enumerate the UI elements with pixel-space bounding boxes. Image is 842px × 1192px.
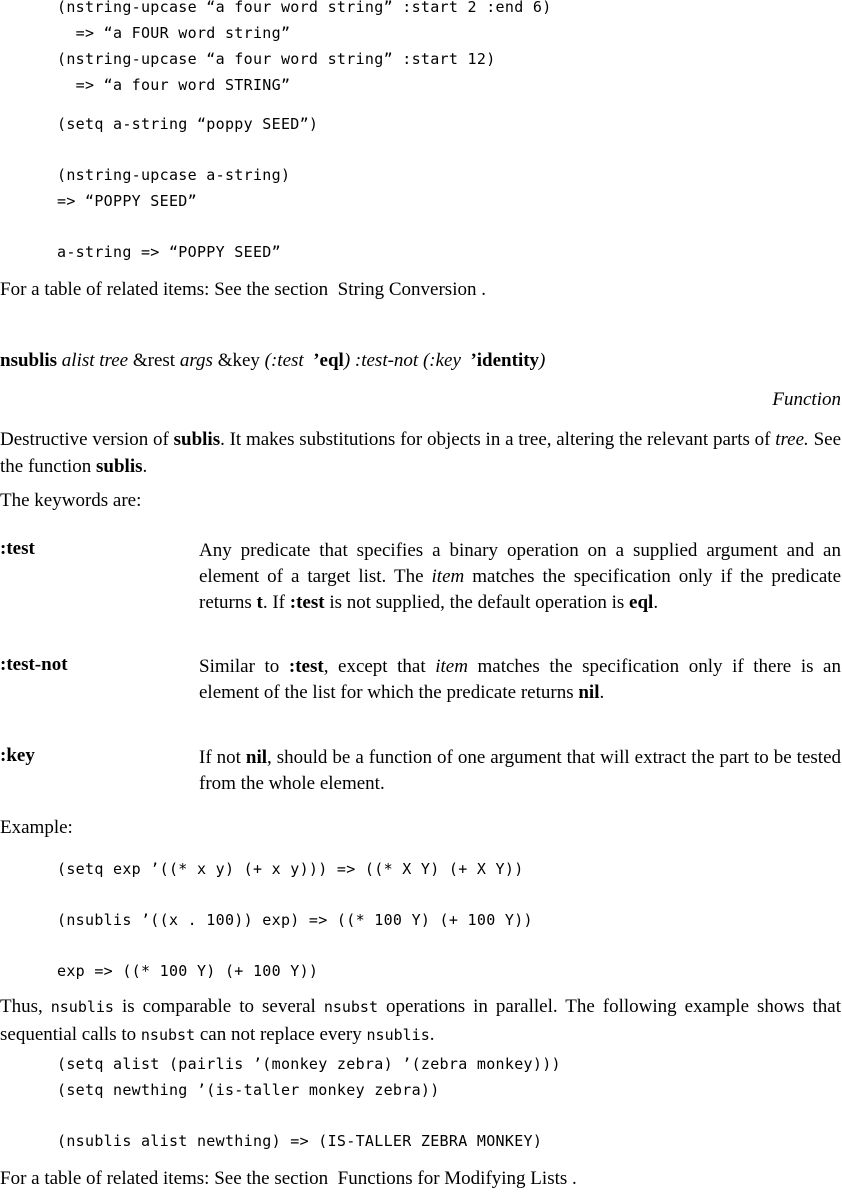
code-line: (nsublis ’((x . 100)) exp) => ((* 100 Y) (+ 100 Y)): [57, 911, 533, 929]
signature-test-not: :test-not: [354, 350, 419, 371]
keyword-desc-test-not: [199, 654, 841, 706]
code-line: => “a four word STRING”: [57, 76, 291, 94]
thus-paragraph: [0, 993, 841, 1049]
kw-text: matches the specification only if the predicate returns: [199, 566, 842, 613]
signature-key: &key: [217, 350, 260, 371]
desc-text: See the function: [0, 429, 841, 477]
kw-text: .: [599, 682, 605, 703]
kw-symbol: :test: [289, 592, 325, 613]
description-paragraph: [0, 426, 841, 480]
desc-function-ref: sublis: [173, 429, 221, 450]
kw-text: . If: [262, 592, 290, 613]
kw-text: If not: [199, 747, 246, 768]
keywords-intro: The keywords are:: [0, 490, 142, 511]
thus-text: can not replace every: [195, 1024, 367, 1045]
kw-text: , should be a function of one argument that will extract the part to be tested from the whole element.: [199, 747, 842, 794]
thus-text: is comparable to several: [113, 996, 324, 1017]
desc-text: .: [142, 456, 148, 477]
code-line: (nsublis alist newthing) => (IS-TALLER ZEBRA MONKEY): [57, 1132, 543, 1150]
signature-rest-arg: args: [179, 350, 213, 371]
code-line: (setq newthing ’(is-taller monkey zebra)): [57, 1081, 440, 1099]
signature-test-open: (:test: [264, 350, 309, 371]
kw-text: Similar to: [199, 656, 289, 677]
section-link[interactable]: Functions for Modifying Lists: [337, 1168, 568, 1189]
code-ref: nsubst: [323, 998, 378, 1016]
kw-symbol: t: [256, 592, 263, 613]
kw-symbol: :test: [288, 656, 324, 677]
section-link[interactable]: String Conversion: [337, 279, 477, 300]
signature-key-close: ): [539, 350, 546, 371]
example-label: Example:: [0, 817, 73, 838]
keyword-term-test: :test: [0, 538, 35, 559]
entry-kind: Function: [772, 389, 841, 410]
code-line: (setq a-string “poppy SEED”): [57, 115, 319, 133]
code-ref: nsubst: [140, 1026, 196, 1044]
code-line: (setq exp ’((* x y) (+ x y))) => ((* X Y) (+ X Y)): [57, 860, 524, 878]
signature-test-default: ’eql: [313, 350, 344, 371]
desc-arg-ref: tree.: [775, 429, 809, 450]
related-suffix: .: [481, 279, 486, 300]
code-line: (setq alist (pairlis ’(monkey zebra) ’(zebra monkey))): [57, 1055, 561, 1073]
keyword-term-key: :key: [0, 745, 35, 766]
keyword-desc-test: [199, 538, 841, 616]
keyword-term-test-not: :test-not: [0, 654, 68, 675]
kw-text: is not supplied, the default operation is: [324, 592, 630, 613]
related-suffix: .: [572, 1168, 577, 1189]
related-items-line: [0, 279, 486, 301]
thus-text: operations in parallel. The following example shows that sequential calls to: [0, 996, 842, 1045]
kw-text: , except that: [323, 656, 436, 677]
signature-key-default: ’identity: [470, 350, 540, 371]
kw-text: .: [653, 592, 659, 613]
related-items-line: [0, 1168, 577, 1190]
function-signature: [0, 350, 545, 372]
code-ref: nsublis: [366, 1026, 430, 1044]
keyword-desc-key: [199, 745, 841, 797]
related-prefix: For a table of related items: See the section: [0, 1168, 333, 1189]
thus-text: .: [429, 1024, 435, 1045]
kw-text: Any predicate that specifies a binary operation on a supplied argument and an element of a target list. The: [199, 540, 841, 587]
kw-symbol: eql: [629, 592, 654, 613]
code-line: (nstring-upcase “a four word string” :start 2 :end 6): [57, 0, 552, 16]
signature-rest: &rest: [132, 350, 176, 371]
related-prefix: For a table of related items: See the section: [0, 279, 333, 300]
desc-function-ref: sublis: [96, 456, 143, 477]
signature-key-open: (:key: [422, 350, 466, 371]
kw-symbol: nil: [578, 682, 600, 703]
code-line: (nstring-upcase “a four word string” :start 12): [57, 50, 496, 68]
desc-text: Destructive version of: [0, 429, 174, 450]
kw-symbol: nil: [245, 747, 268, 768]
code-line: => “POPPY SEED”: [57, 192, 197, 210]
code-line: a-string => “POPPY SEED”: [57, 243, 281, 261]
kw-arg-ref: item: [431, 566, 465, 587]
code-line: => “a FOUR word string”: [57, 24, 291, 42]
signature-args: alist tree: [61, 350, 129, 371]
code-line: exp => ((* 100 Y) (+ 100 Y)): [57, 962, 319, 980]
code-ref: nsublis: [50, 998, 114, 1016]
code-line: (nstring-upcase a-string): [57, 166, 291, 184]
thus-text: Thus,: [0, 996, 51, 1017]
function-name: nsublis: [0, 350, 58, 371]
kw-text: matches the specification only if there is an element of the list for which the predicate returns: [199, 656, 841, 703]
desc-text: . It makes substitutions for objects in a tree, altering the relevant parts of: [220, 429, 776, 450]
kw-arg-ref: item: [435, 656, 468, 677]
signature-test-close: ): [343, 350, 351, 371]
